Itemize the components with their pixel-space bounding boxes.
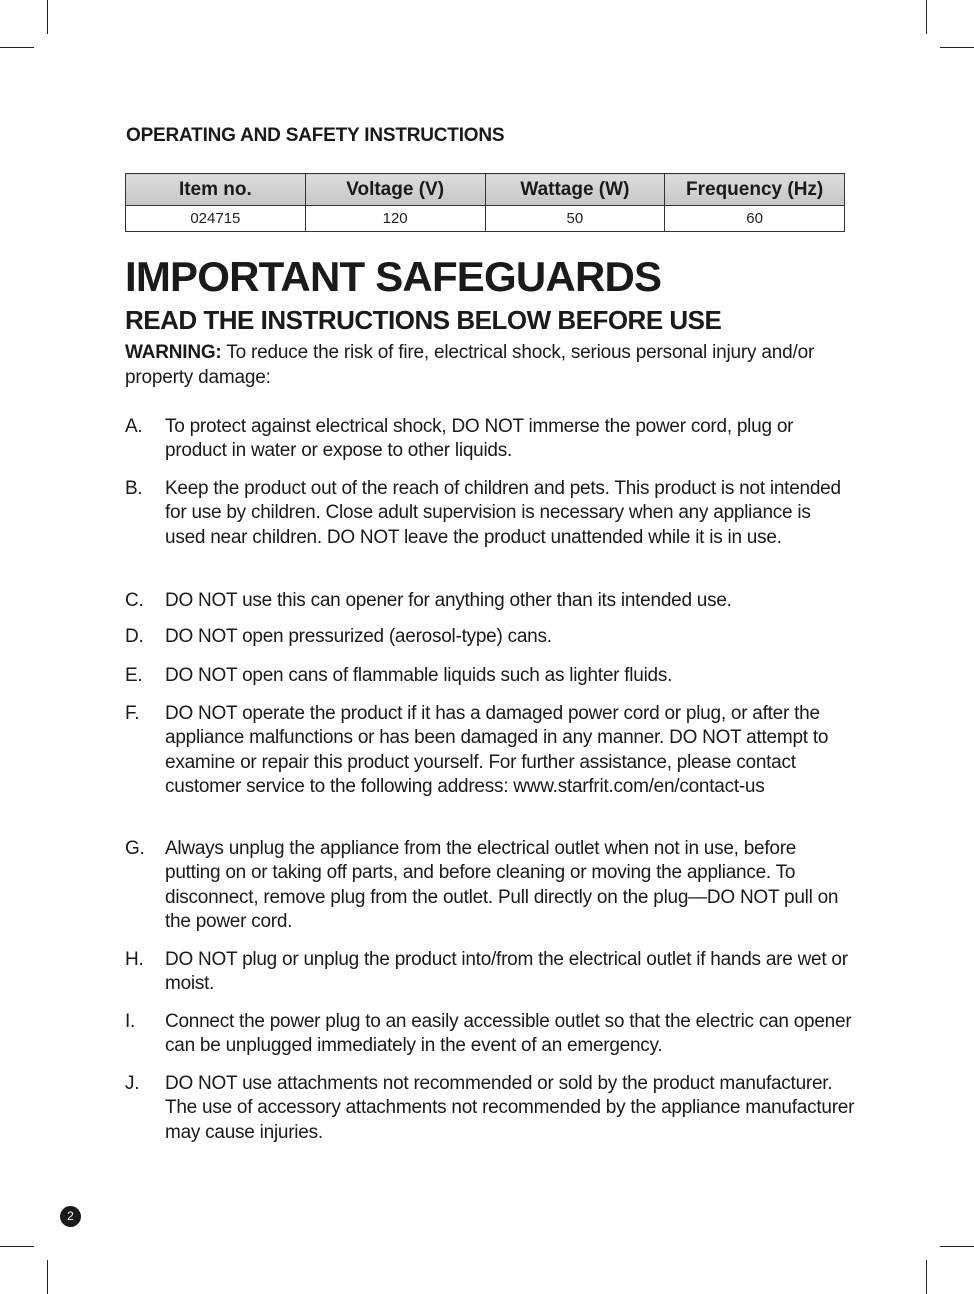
crop-mark	[940, 1246, 974, 1247]
warning-label: WARNING:	[125, 342, 222, 363]
list-item-letter: F.	[125, 703, 140, 724]
list-item	[125, 1072, 855, 1145]
list-item-letter: I.	[125, 1011, 136, 1032]
list-item	[125, 702, 855, 800]
list-item-letter: G.	[125, 838, 145, 859]
table-row	[126, 206, 845, 232]
list-item	[125, 837, 855, 935]
spec-header-wattage: Wattage (W)	[485, 174, 665, 206]
list-item-letter: C.	[125, 590, 144, 611]
list-item-letter: A.	[125, 416, 143, 437]
list-item-letter: H.	[125, 949, 144, 970]
crop-mark	[47, 1260, 48, 1294]
list-item-text: DO NOT operate the product if it has a damaged power cord or plug, or after the appliance malfunctions or has been damaged in any manner. DO NOT attempt to examine or repair this product yourself. For further assistance, please contact customer service to the following address: www.starfrit.com/en/contact-us	[165, 703, 829, 798]
spec-header-frequency: Frequency (Hz)	[665, 174, 845, 206]
page-title: IMPORTANT SAFEGUARDS	[125, 253, 662, 300]
list-item	[125, 664, 855, 688]
list-item-text: To protect against electrical shock, DO NOT immerse the power cord, plug or product in water or expose to other liquids.	[165, 416, 794, 462]
spec-table-header-row	[126, 174, 845, 206]
list-item-letter: E.	[125, 665, 143, 686]
list-item	[125, 589, 855, 613]
list-item-text: DO NOT open cans of flammable liquids such as lighter fluids.	[165, 665, 673, 686]
list-item-text: Always unplug the appliance from the electrical outlet when not in use, before putting on or taking off parts, and before cleaning or moving the appliance. To disconnect, remove plug from the outlet. Pull directly on the plug—DO NOT pull on the power cord.	[165, 838, 839, 933]
list-item-letter: D.	[125, 626, 144, 647]
list-item-text: DO NOT plug or unplug the product into/from the electrical outlet if hands are wet or moist.	[165, 949, 848, 995]
crop-mark	[0, 47, 34, 48]
list-item-text: Keep the product out of the reach of children and pets. This product is not intended for use by children. Close adult supervision is necessary when any appliance is used near children. DO NOT leave the product unattended while it is in use.	[165, 478, 841, 548]
spec-value-wattage: 50	[485, 206, 665, 232]
list-item	[125, 415, 855, 464]
spec-header-item-no: Item no.	[126, 174, 306, 206]
crop-mark	[47, 0, 48, 34]
crop-mark	[940, 47, 974, 48]
list-item-text: Connect the power plug to an easily accessible outlet so that the electric can opener can be unplugged immediately in the event of an emergency.	[165, 1011, 852, 1057]
list-item-letter: B.	[125, 478, 143, 499]
page-subtitle: READ THE INSTRUCTIONS BELOW BEFORE USE	[125, 305, 722, 335]
list-item-letter: J.	[125, 1073, 140, 1094]
crop-mark	[0, 1246, 34, 1247]
list-item	[125, 948, 855, 997]
crop-mark	[926, 1260, 927, 1294]
list-item	[125, 477, 855, 550]
list-item	[125, 625, 855, 649]
page-number-badge: 2	[60, 1206, 81, 1227]
warning-paragraph	[125, 341, 825, 390]
crop-mark	[926, 0, 927, 34]
list-item	[125, 1010, 855, 1059]
spec-value-item-no: 024715	[126, 206, 306, 232]
spec-value-voltage: 120	[305, 206, 485, 232]
list-item-text: DO NOT open pressurized (aerosol-type) cans.	[165, 626, 552, 647]
list-item-text: DO NOT use this can opener for anything other than its intended use.	[165, 590, 732, 611]
spec-header-voltage: Voltage (V)	[305, 174, 485, 206]
spec-value-frequency: 60	[665, 206, 845, 232]
section-title: OPERATING AND SAFETY INSTRUCTIONS	[126, 125, 505, 146]
warning-text: To reduce the risk of fire, electrical shock, serious personal injury and/or property damage:	[125, 342, 815, 388]
list-item-text: DO NOT use attachments not recommended or sold by the product manufacturer. The use of accessory attachments not recommended by the appliance manufacturer may cause injuries.	[165, 1073, 855, 1143]
spec-table	[125, 173, 845, 232]
